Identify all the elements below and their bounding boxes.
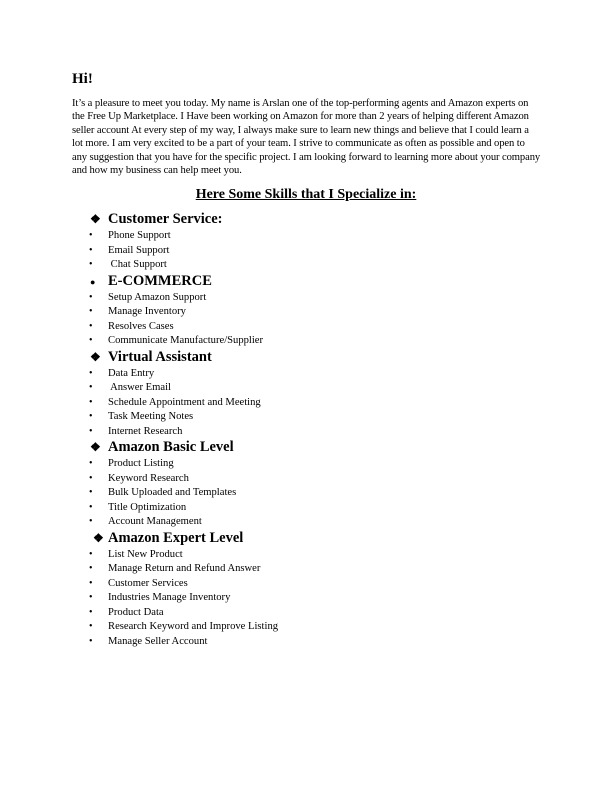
bullet-icon: • [89, 230, 93, 241]
bullet-icon: • [89, 411, 93, 422]
list-item [0, 515, 612, 530]
list-item-label: Bulk Uploaded and Templates [108, 487, 237, 498]
list-item-label: Answer Email [108, 382, 171, 393]
bullet-icon: • [89, 621, 93, 632]
list-item [0, 396, 612, 411]
list-item-label: Internet Research [108, 425, 183, 437]
list-item-label: Setup Amazon Support [108, 291, 207, 303]
section-title [0, 349, 612, 367]
diamond-bullet-icon: ❖ [90, 212, 101, 226]
list-item [0, 620, 612, 635]
bullet-icon: • [89, 291, 93, 303]
list-item-label: Data Entry [108, 367, 155, 379]
bullet-icon: ● [90, 276, 96, 287]
bullet-icon: • [89, 487, 93, 498]
list-item [0, 381, 612, 396]
list-item [0, 635, 612, 650]
list-item-label: Chat Support [108, 259, 167, 270]
bullet-icon: • [89, 382, 93, 393]
list-item [0, 548, 612, 563]
list-item-label: Task Meeting Notes [108, 411, 194, 422]
list-item [0, 591, 612, 606]
bullet-icon: • [89, 367, 93, 379]
section-items [0, 367, 612, 440]
list-item-label: Product Listing [108, 458, 174, 469]
list-item [0, 410, 612, 425]
bullet-icon: • [89, 563, 93, 574]
list-item [0, 291, 612, 306]
section-items [0, 457, 612, 530]
list-item [0, 258, 612, 273]
list-item [0, 229, 612, 244]
list-item-label: Keyword Research [108, 472, 189, 484]
bullet-icon: • [89, 635, 93, 647]
list-item-label: Email Support [108, 244, 170, 256]
greeting-heading: Hi! [72, 71, 93, 87]
diamond-bullet-icon: ❖ [90, 349, 101, 364]
bullet-icon: • [89, 548, 93, 560]
intro-paragraph: It’s a pleasure to meet you today. My name is Arslan one of the top-performing agents and Amazon experts on the Free Up Marketplace. I Have been working on Amazon for more than 2 years of helping different Amazon seller account At every step of my way, I always make sure to learn new things and believe that I could learn a lot more. I am very excited to be a part of your team. I strive to communicate as often as possible and open to any suggestion that you have for the specific project. I am looking forward to learning more about your company and how my business can help meet you. [72, 98, 541, 177]
section-items [0, 548, 612, 650]
list-item [0, 457, 612, 472]
bullet-icon: • [89, 458, 93, 469]
list-item [0, 562, 612, 577]
list-item [0, 501, 612, 516]
bullet-icon: • [89, 320, 93, 332]
bullet-icon: • [89, 516, 93, 527]
list-item-label: Research Keyword and Improve Listing [108, 621, 279, 632]
bullet-icon: • [89, 335, 93, 346]
bullet-icon: • [89, 606, 93, 618]
list-item [0, 334, 612, 349]
section-title [0, 530, 612, 548]
list-item [0, 305, 612, 320]
list-item-label: Title Optimization [108, 501, 187, 513]
section-title [0, 273, 612, 291]
bullet-icon: • [89, 592, 93, 603]
section-title-text: Amazon Expert Level [108, 529, 244, 546]
skills-list [0, 211, 612, 649]
list-item-label: Product Data [108, 606, 164, 618]
list-item [0, 472, 612, 487]
list-item [0, 606, 612, 621]
list-item-label: List New Product [108, 548, 183, 560]
section-title [0, 439, 612, 457]
bullet-icon: • [89, 501, 93, 513]
skills-heading: Here Some Skills that I Specialize in: [195, 187, 417, 202]
list-item-label: Phone Support [108, 230, 171, 241]
section-title-text: Virtual Assistant [108, 348, 212, 365]
bullet-icon: • [89, 472, 93, 484]
bullet-icon: • [89, 577, 93, 589]
list-item-label: Customer Services [108, 577, 188, 589]
list-item [0, 244, 612, 259]
list-item [0, 320, 612, 335]
list-item [0, 425, 612, 440]
list-item-label: Resolves Cases [108, 320, 174, 332]
bullet-icon: • [89, 425, 93, 437]
list-item-label: Manage Inventory [108, 306, 186, 317]
list-item-label: Schedule Appointment and Meeting [108, 396, 261, 408]
section-items [0, 291, 612, 349]
list-item [0, 577, 612, 592]
list-item-label: Communicate Manufacture/Supplier [108, 335, 264, 346]
section-title-text: E-COMMERCE [108, 272, 212, 289]
list-item-label: Industries Manage Inventory [108, 592, 231, 603]
list-item-label: Account Management [108, 516, 202, 527]
bullet-icon: • [89, 259, 93, 270]
diamond-bullet-icon: ❖ [93, 530, 104, 545]
section-title [0, 211, 612, 229]
section-title-text: Amazon Basic Level [108, 439, 234, 455]
bullet-icon: • [89, 306, 93, 317]
diamond-bullet-icon: ❖ [90, 440, 101, 454]
list-item [0, 367, 612, 382]
list-item [0, 486, 612, 501]
section-title-text: Customer Service: [108, 211, 223, 227]
bullet-icon: • [89, 244, 93, 256]
section-items [0, 229, 612, 273]
list-item-label: Manage Return and Refund Answer [108, 563, 261, 574]
bullet-icon: • [89, 396, 93, 408]
list-item-label: Manage Seller Account [108, 635, 208, 647]
